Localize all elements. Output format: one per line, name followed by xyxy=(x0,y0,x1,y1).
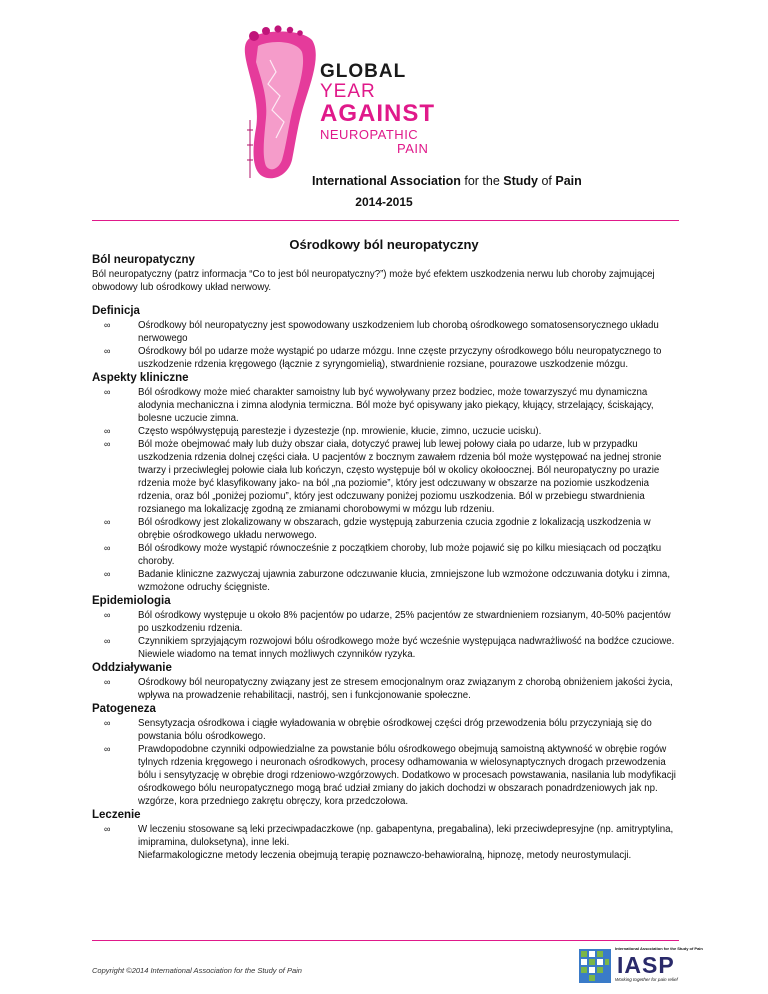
list-item xyxy=(92,516,684,542)
list-item xyxy=(92,743,684,808)
list-item-text: Często współwystępują parestezje i dyzestezje (np. mrowienie, kłucie, zimno, uczucie ucisku). xyxy=(138,426,542,437)
list-continuation: Niefarmakologiczne metody leczenia obejmują terapię poznawczo-behawioralną, hipnozę, metody neurostymulacji. xyxy=(138,850,632,861)
bullet-icon: ∞ xyxy=(104,677,111,687)
list-item xyxy=(92,438,684,516)
bullet-icon: ∞ xyxy=(104,610,111,620)
list-item xyxy=(92,717,684,743)
list-item-text: Ból ośrodkowy występuje u około 8% pacjentów po udarze, 25% pacjentów ze stwardnieniem rozsianym, 40-50% pacjentów po uszkodzeniu rdzenia. xyxy=(138,610,671,634)
logo-title-against: AGAINST xyxy=(320,100,435,127)
list-item xyxy=(92,609,684,635)
list-item xyxy=(92,635,684,661)
organization-name xyxy=(312,174,582,188)
list-item-text: Ból ośrodkowy może mieć charakter samoistny lub być wywoływany przez bodziec, może towarzyszyć mu dynamiczna alodynia mechaniczna i zimna alodynia termiczna. Ból może być opisywany jako piekący, kłujący, strzelający, ściskający, bolesne uczucie zimna. xyxy=(138,387,654,424)
list-item xyxy=(92,425,684,438)
document-body xyxy=(92,253,684,862)
list-item xyxy=(92,823,684,849)
iasp-logo-letters: IASP xyxy=(617,952,675,978)
list-item xyxy=(92,319,684,345)
list-item-text: W leczeniu stosowane są leki przeciwpadaczkowe (np. gabapentyna, pregabalina), leki przeciwdepresyjne (np. amitryptylina, imipramina, duloksetyna), inne leki. xyxy=(138,824,674,848)
bullet-list xyxy=(92,386,684,594)
section-heading: Oddziaływanie xyxy=(92,662,172,674)
bullet-icon: ∞ xyxy=(104,387,111,397)
section-heading: Patogeneza xyxy=(92,703,156,715)
iasp-logo xyxy=(577,945,703,987)
iasp-globe-icon xyxy=(577,945,613,987)
bullet-list xyxy=(92,609,684,661)
bullet-icon: ∞ xyxy=(104,439,111,449)
logo-title-year: YEAR xyxy=(320,81,376,102)
org-part-5: Pain xyxy=(555,174,582,188)
org-part-3: Study xyxy=(503,174,538,188)
document-title: Ośrodkowy ból neuropatyczny xyxy=(289,237,479,252)
campaign-years: 2014-2015 xyxy=(355,195,413,209)
bullet-icon: ∞ xyxy=(104,636,111,646)
bottom-divider xyxy=(92,940,679,941)
org-part-1: International Association xyxy=(312,174,461,188)
logo-title-neuropathic: NEUROPATHIC xyxy=(320,127,419,142)
list-item-text: Sensytyzacja ośrodkowa i ciągłe wyładowania w obrębie ośrodkowej części dróg przewodzenia bólu przyczyniają się do powstania bólu ośrodkowego. xyxy=(138,718,652,742)
list-item xyxy=(92,542,684,568)
copyright-notice: Copyright ©2014 International Association for the Study of Pain xyxy=(92,966,302,975)
section-heading: Definicja xyxy=(92,305,140,317)
sections xyxy=(92,304,684,862)
org-part-4: of xyxy=(538,174,556,188)
org-part-2: for the xyxy=(460,174,504,188)
list-item-text: Ośrodkowy ból neuropatyczny jest spowodowany uszkodzeniem lub chorobą ośrodkowego somatosensorycznego układu nerwowego xyxy=(138,320,659,344)
bullet-icon: ∞ xyxy=(104,718,111,728)
bullet-list xyxy=(92,717,684,808)
bullet-icon: ∞ xyxy=(104,744,111,754)
section-heading: Aspekty kliniczne xyxy=(92,372,189,384)
list-item xyxy=(92,345,684,371)
iasp-logo-tagline: Working together for pain relief xyxy=(615,977,678,982)
list-item-text: Badanie kliniczne zazwyczaj ujawnia zaburzone odczuwanie kłucia, zmniejszone lub wzmożone odczuwania dotyku i zimna, wzmożone odruchy ścięgniste. xyxy=(138,569,671,593)
bullet-icon: ∞ xyxy=(104,346,111,356)
intro-heading: Ból neuropatyczny xyxy=(92,254,195,266)
bullet-list xyxy=(92,823,684,849)
bullet-list xyxy=(92,676,684,702)
bullet-icon: ∞ xyxy=(104,517,111,527)
bullet-icon: ∞ xyxy=(104,569,111,579)
list-item-text: Prawdopodobne czynniki odpowiedzialne za powstanie bólu ośrodkowego obejmują samoistną aktywność w obrębie rogów tylnych rdzenia kręgowego i neuronach ośrodkowych, procesy odhamowania w wielosynaptycznych drogach przewodzenia bólu i sensytyzację w obrębie drogi rdzeniowo-wzgórzowych. Dodatkowo w procesach powstawania, nasilania lub modyfikacji ośrodkowego bólu neuropatycznego mogą brać udział zmiany do jakich dochodzi w obszarach ponadrdzeniowych jak np. wzgórze, kora przedniego zakrętu obręczy, kora przedczołowa. xyxy=(138,744,676,807)
logo-title-pain: PAIN xyxy=(397,141,429,156)
iasp-logo-small-text: International Association for the Study of Pain xyxy=(615,946,703,951)
logo-title-global: GLOBAL xyxy=(320,61,407,82)
bullet-icon: ∞ xyxy=(104,320,111,330)
bullet-icon: ∞ xyxy=(104,543,111,553)
bullet-icon: ∞ xyxy=(104,426,111,436)
top-divider xyxy=(92,220,679,221)
bullet-icon: ∞ xyxy=(104,824,111,834)
list-item-text: Ośrodkowy ból po udarze może wystąpić po udarze mózgu. Inne częste przyczyny ośrodkowego bólu neuropatycznego to uszkodzenie rdzenia kręgowego (łącznie z syryngomielią), stwardnienie rozsiane, pourazowe uszkodzenie mózgu. xyxy=(138,346,662,370)
bullet-list xyxy=(92,319,684,371)
list-item-text: Ból ośrodkowy jest zlokalizowany w obszarach, gdzie występują zaburzenia czucia zgodnie z lokalizacją uszkodzenia w obrębie ośrodkowego układu nerwowego. xyxy=(138,517,651,541)
list-item xyxy=(92,676,684,702)
section-heading: Leczenie xyxy=(92,809,141,821)
list-item-text: Ból może obejmować mały lub duży obszar ciała, dotyczyć prawej lub lewej połowy ciała po udarze, lub w przypadku uszkodzenia rdzenia dolnej części ciała. U pacjentów z bocznym zawałem rdzenia ból może występować na jednej stronie twarzy i przeciwległej połowie ciała lub kończyn, często występuje ból w okolicy okołoocznej. Ból neuropatyczny po urazie rdzenia może być klasyfikowany jako- na ból „na poziomie”, który jest odczuwany w obszarze na poziomie uszkodzenia rdzenia, oraz ból „poniżej poziomu”, który jest odczuwany poniżej poziomu uszkodzenia. Ból w przebiegu stwardnienia rozsianego ma lokalizację zgodną ze zmianami chorobowymi w mózgu lub rdzeniu. xyxy=(138,439,662,515)
list-item-text: Czynnikiem sprzyjającym rozwojowi bólu ośrodkowego może być wcześnie występująca nadwrażliwość na bodźce czuciowe. Niewiele wiadomo na temat innych możliwych czynników ryzyka. xyxy=(138,636,675,660)
list-item-text: Ośrodkowy ból neuropatyczny związany jest ze stresem emocjonalnym oraz związanym z chorobą obniżeniem jakości życia, wpływa na prowadzenie rehabilitacji, nastrój, sen i funkcjonowanie społeczne. xyxy=(138,677,673,701)
list-item-text: Ból ośrodkowy może wystąpić równocześnie z początkiem choroby, lub może pojawić się po kilku miesiącach od początku choroby. xyxy=(138,543,662,567)
intro-paragraph: Ból neuropatyczny (patrz informacja “Co to jest ból neuropatyczny?”) może być efektem uszkodzenia nerwu lub choroby zajmującej obwodowy lub ośrodkowy układ nerwowy. xyxy=(92,269,655,293)
list-item xyxy=(92,386,684,425)
section-heading: Epidemiologia xyxy=(92,595,171,607)
list-item xyxy=(92,568,684,594)
